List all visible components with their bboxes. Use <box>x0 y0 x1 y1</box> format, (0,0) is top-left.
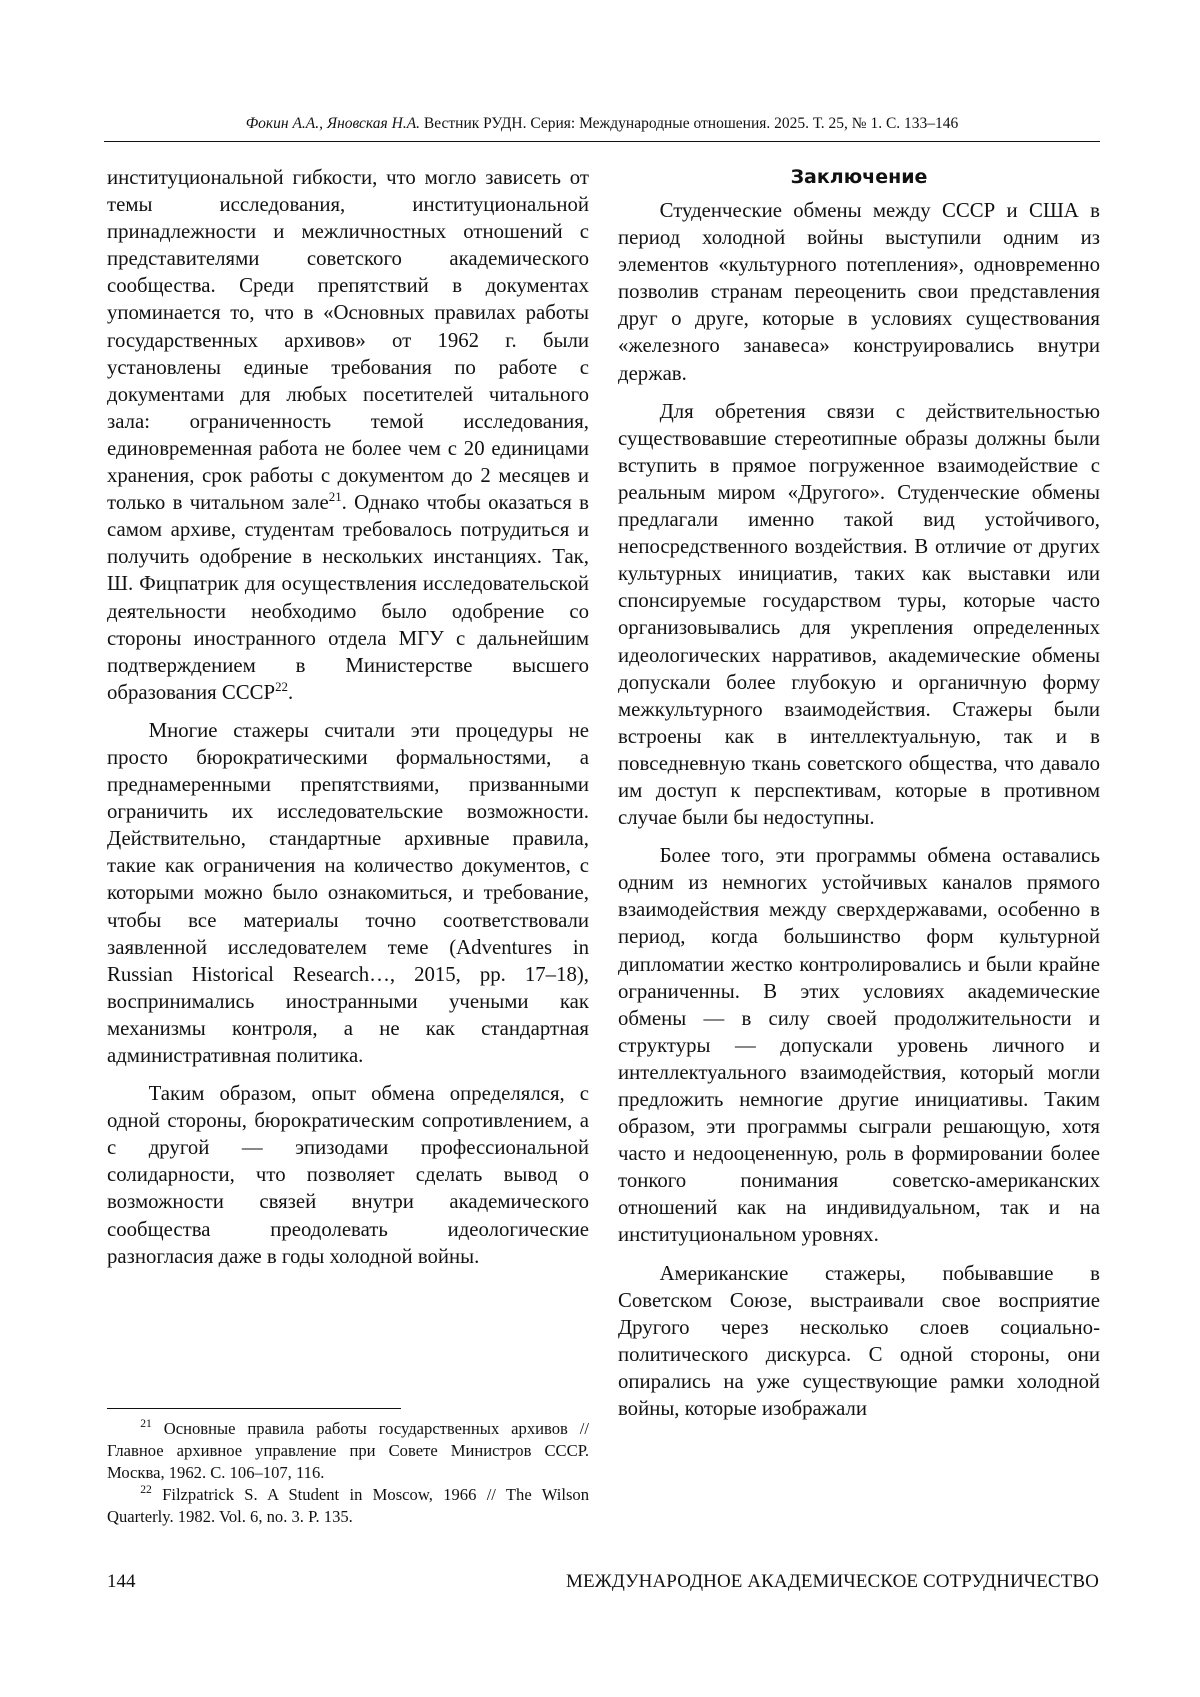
right-column <box>618 164 1100 1433</box>
left-paragraph-1-end: . <box>287 680 294 704</box>
right-paragraph-1: Студенческие обмены между СССР и США в период холодной войны выступили одним из элементов «культурного потепления», одновременно позволив странам переоценить свои представления друг о друге, которые в условиях существования «железного занавеса» конструировались внутри держав. <box>618 199 1100 385</box>
footnote-21 <box>107 1418 589 1484</box>
page-number: 144 <box>107 1571 136 1592</box>
left-paragraph-1 <box>107 164 589 706</box>
running-footer-title: МЕЖДУНАРОДНОЕ АКАДЕМИЧЕСКОЕ СОТРУДНИЧЕСТВО <box>566 1571 1099 1592</box>
footnote-rule <box>107 1408 401 1409</box>
right-paragraph-3: Более того, эти программы обмена оставались одним из немногих устойчивых каналов прямого взаимодействия между сверхдержавами, особенно в период, когда большинство форм культурной дипломатии жестко контролировались и были крайне ограниченны. В этих условиях академические обмены — в силу своей продолжительности и структуры — допускали уровень личного и интеллектуального взаимодействия, который могли предложить немногие другие инициативы. Таким образом, эти программы сыграли решающую, хотя часто и недооцененную, роль в формировании более тонкого понимания советско-американских отношений как на индивидуальном, так и на институциональном уровнях. <box>618 844 1100 1247</box>
footnote-ref-22: 22 <box>275 679 288 694</box>
footnote-22-number: 22 <box>140 1482 152 1496</box>
left-paragraph-2: Многие стажеры считали эти процедуры не просто бюрократическими формальностями, а преднамеренными препятствиями, призванными ограничить их исследовательские возможности. Действительно, стандартные архивные правила, такие как ограничения на количество документов, с которыми можно было ознакомиться, и требование, чтобы все материалы точно соответствовали заявленной исследователем теме (Adventures in Russian Historical Research…, 2015, pp. 17–18), воспринимались иностранными учеными как механизмы контроля, а не как стандартная административная политика. <box>107 718 589 1067</box>
header-journal: Вестник РУДН. Серия: Международные отношения. 2025. Т. 25, № 1. С. 133–146 <box>423 115 959 132</box>
right-paragraph-2: Для обретения связи с действительностью существовавшие стереотипные образы должны были вступить в прямое погруженное взаимодействие с реальным миром «Другого». Студенческие обмены предлагали именно такой вид устойчивого, непосредственного воздействия. В отличие от других культурных инициатив, таких как выставки или спонсируемые государством туры, которые часто организовывались для укрепления определенных идеологических нарративов, академические обмены допускали более глубокую и органичную форму межкультурного взаимодействия. Стажеры были встроены как в интеллектуальную, так и в повседневную ткань советского общества, что давало им доступ к перспективам, которые в противном случае были бы недоступны. <box>618 399 1100 830</box>
left-paragraph-1-text-b: . Однако чтобы оказаться в самом архиве, студентам требовалось потрудиться и получить одобрение в нескольких инстанциях. Так, Ш. Фицпатрик для осуществления исследовательской деятельности необходимо было одобрение со стороны иностранного отдела МГУ с дальнейшим подтверждением в Министерстве высшего образования СССР <box>107 491 589 704</box>
footnote-21-number: 21 <box>140 1416 152 1430</box>
running-header <box>104 114 1100 134</box>
left-column <box>107 164 589 1281</box>
footnote-22-text: Filzpatrick S. A Student in Moscow, 1966 // The Wilson Quarterly. 1982. Vol. 6, no. 3. P. 135. <box>107 1485 589 1526</box>
right-paragraph-4: Американские стажеры, побывавшие в Советском Союзе, выстраивали свое восприятие Другого через несколько слоев социально-политического дискурса. С одной стороны, они опирались на уже существующие рамки холодной войны, которые изображали <box>618 1261 1100 1421</box>
left-paragraph-3: Таким образом, опыт обмена определялся, с одной стороны, бюрократическим сопротивлением, а с другой — эпизодами профессиональной солидарности, что позволяет сделать вывод о возможности связей внутри академического сообщества преодолевать идеологические разногласия даже в годы холодной войны. <box>107 1082 589 1268</box>
header-rule <box>104 141 1100 142</box>
footnotes <box>107 1418 589 1528</box>
left-paragraph-1-text-a: институциональной гибкости, что могло зависеть от темы исследования, институциональной принадлежности и межличностных отношений с представителями советского академического сообщества. Среди препятствий в документах упоминается то, что в «Основных правилах работы государственных архивов» от 1962 г. были установлены единые требования по работе с документами для любых посетителей читального зала: ограниченность темой исследования, единовременная работа не более чем с 20 единицами хранения, срок работы с документом до 2 месяцев и только в читальном зале <box>107 166 589 515</box>
footnote-21-text: Основные правила работы государственных архивов // Главное архивное управление при Совете Министров СССР. Москва, 1962. С. 106–107, 116. <box>107 1419 589 1482</box>
header-authors: Фокин А.А., Яновская Н.А. <box>245 115 421 132</box>
footnote-ref-21: 21 <box>328 490 342 505</box>
footnote-22 <box>107 1484 589 1528</box>
section-title: Заключение <box>790 166 928 188</box>
